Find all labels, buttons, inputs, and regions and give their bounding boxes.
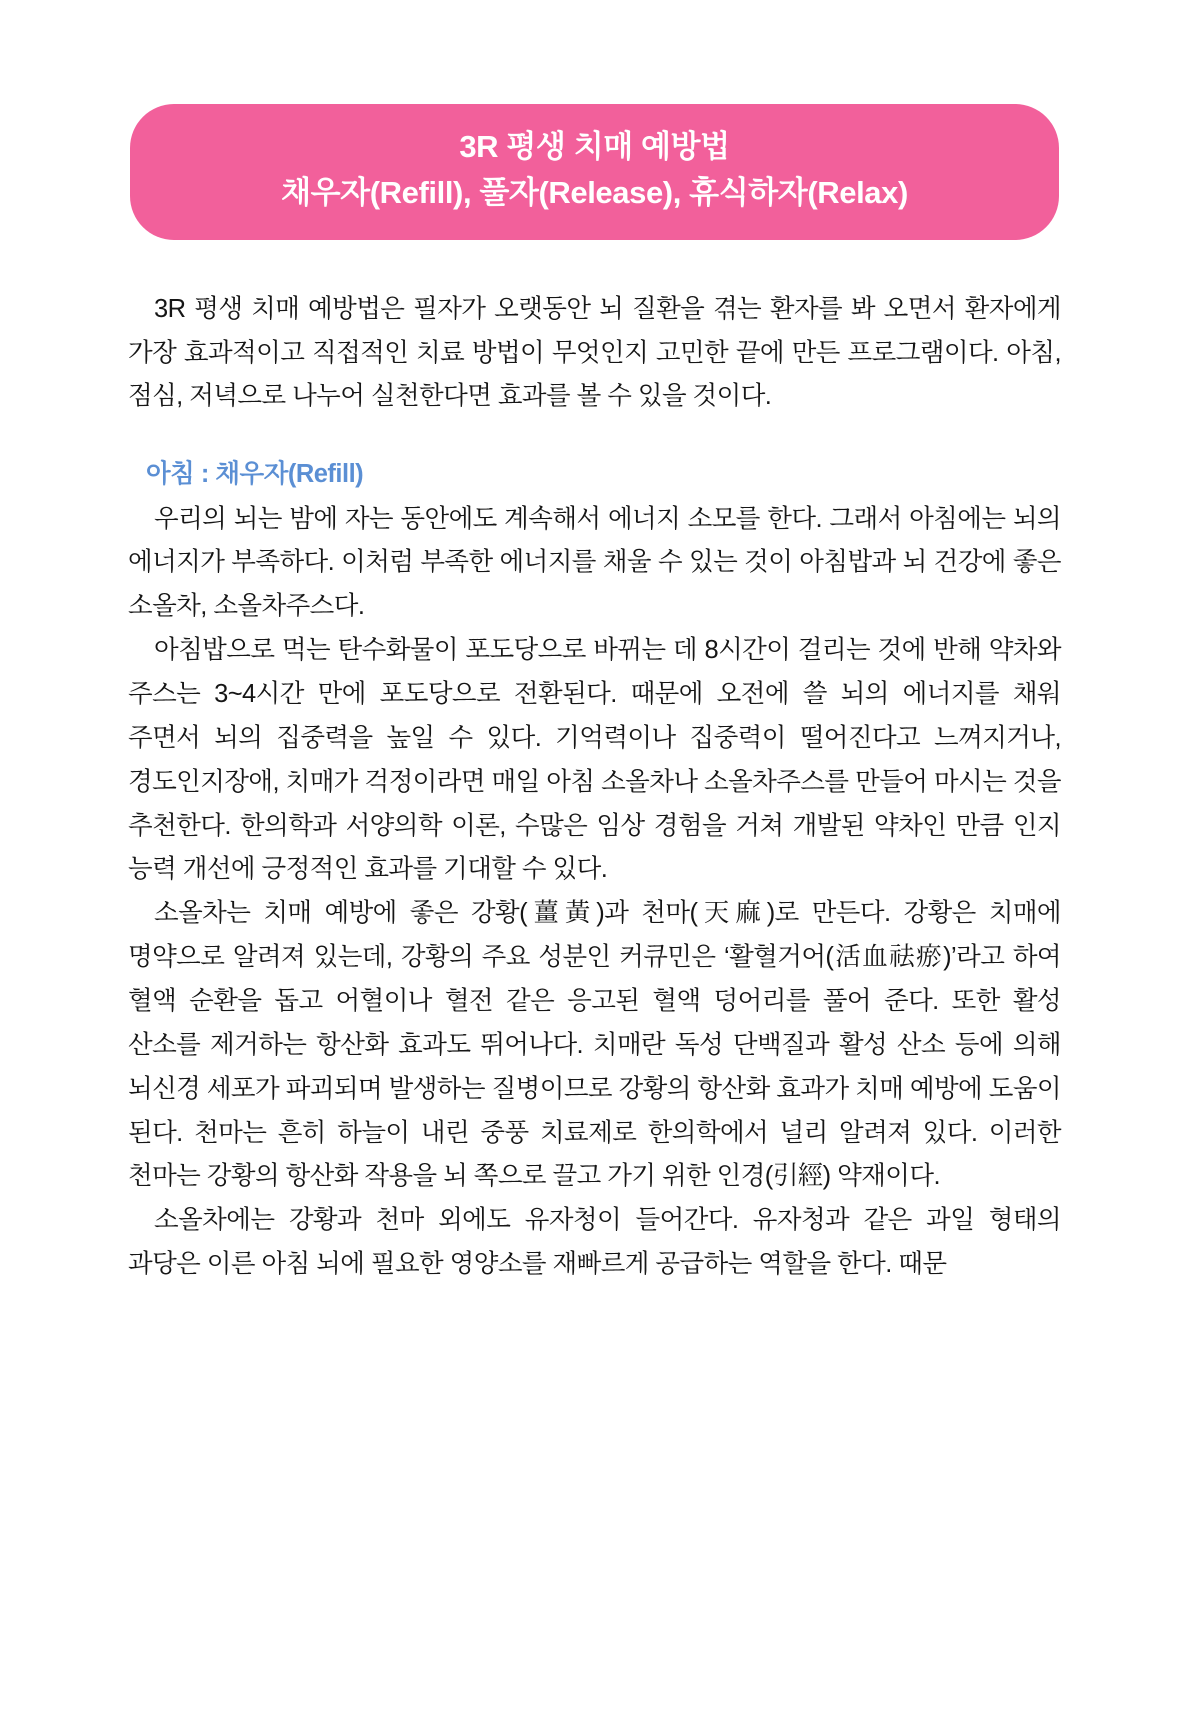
- title-line-2: 채우자(Refill), 풀자(Release), 휴식하자(Relax): [281, 174, 908, 210]
- title-line-1: 3R 평생 치매 예방법: [459, 129, 730, 164]
- section-heading-morning: 아침 : 채우자(Refill): [146, 460, 364, 489]
- paragraph-3: 소올차는 치매 예방에 좋은 강황(薑黃)과 천마(天麻)로 만든다. 강황은 치매에 명약으로 알려져 있는데, 강황의 주요 성분인 커큐민은 ‘활혈거어(活血祛瘀)’라고 하여 혈액 순환을 돕고 어혈이나 혈전 같은 응고된 혈액 덩어리를 풀어 준다. 또한 활성 산소를 제거하는 항산화 효과도 뛰어나다. 치매란 독성 단백질과 활성 산소 등에 의해 뇌신경 세포가 파괴되며 발생하는 질병이므로 강황의 항산화 효과가 치매 예방에 도움이 된다. 천마는 흔히 하늘이 내린 중풍 치료제로 한의학에서 널리 알려져 있다. 이러한 천마는 강황의 항산화 작용을 뇌 쪽으로 끌고 가기 위한 인경(引經) 약재이다.: [128, 899, 1061, 1191]
- paragraph-4: 소올차에는 강황과 천마 외에도 유자청이 들어간다. 유자청과 같은 과일 형태의 과당은 이른 아침 뇌에 필요한 영양소를 재빠르게 공급하는 역할을 한다. 때문: [128, 1206, 1061, 1279]
- intro-paragraph: 3R 평생 치매 예방법은 필자가 오랫동안 뇌 질환을 겪는 환자를 봐 오면서 환자에게 가장 효과적이고 직접적인 치료 방법이 무엇인지 고민한 끝에 만든 프로그램이다. 아침, 점심, 저녁으로 나누어 실천한다면 효과를 볼 수 있을 것이다.: [128, 294, 1061, 411]
- spacer: [128, 419, 1061, 455]
- paragraph-2: 아침밥으로 먹는 탄수화물이 포도당으로 바뀌는 데 8시간이 걸리는 것에 반해 약차와 주스는 3~4시간 만에 포도당으로 전환된다. 때문에 오전에 쓸 뇌의 에너지를 채워 주면서 뇌의 집중력을 높일 수 있다. 기억력이나 집중력이 떨어진다고 느껴지거나, 경도인지장애, 치매가 걱정이라면 매일 아침 소올차나 소올차주스를 만들어 마시는 것을 추천한다. 한의학과 서양의학 이론, 수많은 임상 경험을 거쳐 개발된 약차인 만큼 인지 능력 개선에 긍정적인 효과를 기대할 수 있다.: [128, 636, 1061, 884]
- document-body: [128, 288, 1061, 1287]
- paragraph-1: 우리의 뇌는 밤에 자는 동안에도 계속해서 에너지 소모를 한다. 그래서 아침에는 뇌의 에너지가 부족하다. 이처럼 부족한 에너지를 채울 수 있는 것이 아침밥과 뇌 건강에 좋은 소올차, 소올차주스다.: [128, 504, 1061, 621]
- document-page: [0, 104, 1189, 1711]
- title-banner: [130, 104, 1059, 240]
